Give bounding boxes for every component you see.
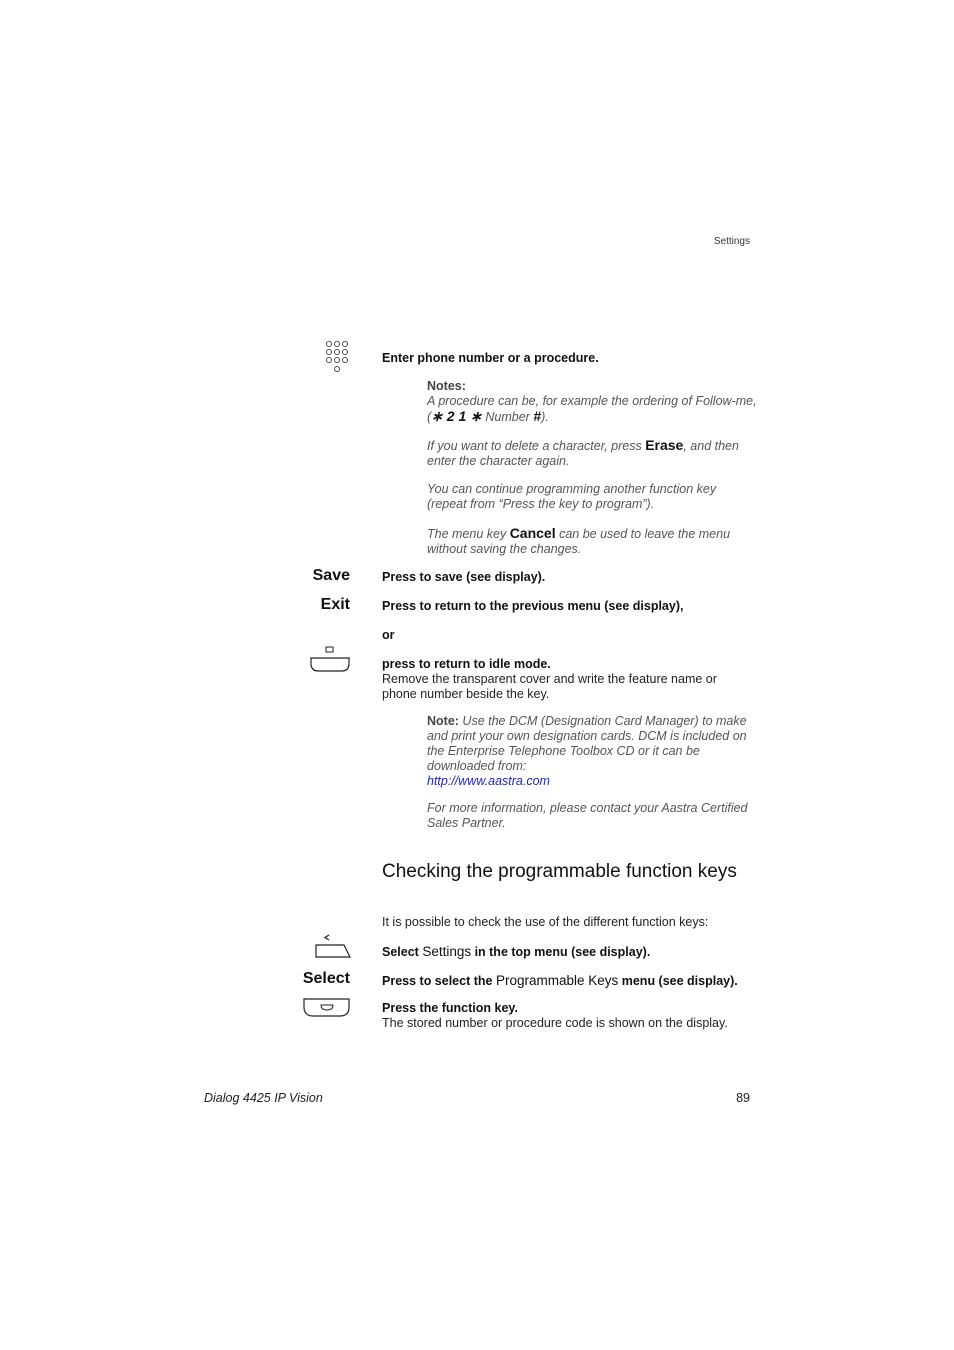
step-idle: press to return to idle mode. Remove the transparent cover and write the feature name or phone number beside the key. <box>382 657 717 701</box>
notes-paragraph-3: You can continue programming another function key (repeat from “Press the key to program”). <box>427 482 717 511</box>
section-heading: Checking the programmable function keys <box>382 861 737 882</box>
header-section: Settings <box>713 236 750 247</box>
section-intro: It is possible to check the use of the different function keys: <box>382 915 709 929</box>
step-select-settings: Select Settings in the top menu (see display). <box>382 944 651 959</box>
keypad-icon <box>324 340 352 376</box>
notes-paragraph-2: If you want to delete a character, press Erase, and then enter the character again. <box>427 437 739 468</box>
note-contact: For more information, please contact your Aastra Certified Sales Partner. <box>427 801 748 830</box>
notes-paragraph-4: The menu key Cancel can be used to leave the menu without saving the changes. <box>427 525 731 556</box>
star-21-star-symbols: ∗ 2 1 ∗ <box>431 408 482 424</box>
notes-paragraph-1: A procedure can be, for example the ordering of Follow-me, (∗ 2 1 ∗ Number #). <box>427 394 757 424</box>
step-function-key: Press the function key. The stored number or procedure code is shown on the display. <box>382 1001 728 1030</box>
select-key-label: Select <box>302 970 350 987</box>
notes-title: Notes: <box>427 379 466 393</box>
step-exit: Press to return to the previous menu (see display), <box>382 599 684 613</box>
step-select-programmable: Press to select the Programmable Keys menu (see display). <box>382 973 738 988</box>
aastra-link[interactable]: http://www.aastra.com <box>427 774 550 788</box>
function-key-icon <box>302 997 352 1021</box>
clear-key-icon <box>308 645 352 675</box>
page-number: 89 <box>736 1091 750 1105</box>
save-key-label: Save <box>312 567 350 584</box>
erase-key-name: Erase <box>645 437 684 453</box>
exit-key-label: Exit <box>320 596 350 613</box>
footer-title: Dialog 4425 IP Vision <box>204 1091 323 1105</box>
cancel-key-name: Cancel <box>509 525 556 541</box>
step-enter-number: Enter phone number or a procedure. <box>382 351 599 365</box>
hash-symbol: # <box>533 408 542 424</box>
left-arrow-key-icon <box>310 932 352 960</box>
or-text: or <box>382 628 395 642</box>
note-dcm: Note: Use the DCM (Designation Card Manager) to make and print your own designation cards. DCM is included on the Enterprise Telephone Toolbox CD or it can be downloaded from: http://www.aastra.com <box>427 714 747 788</box>
step-save: Press to save (see display). <box>382 570 546 584</box>
